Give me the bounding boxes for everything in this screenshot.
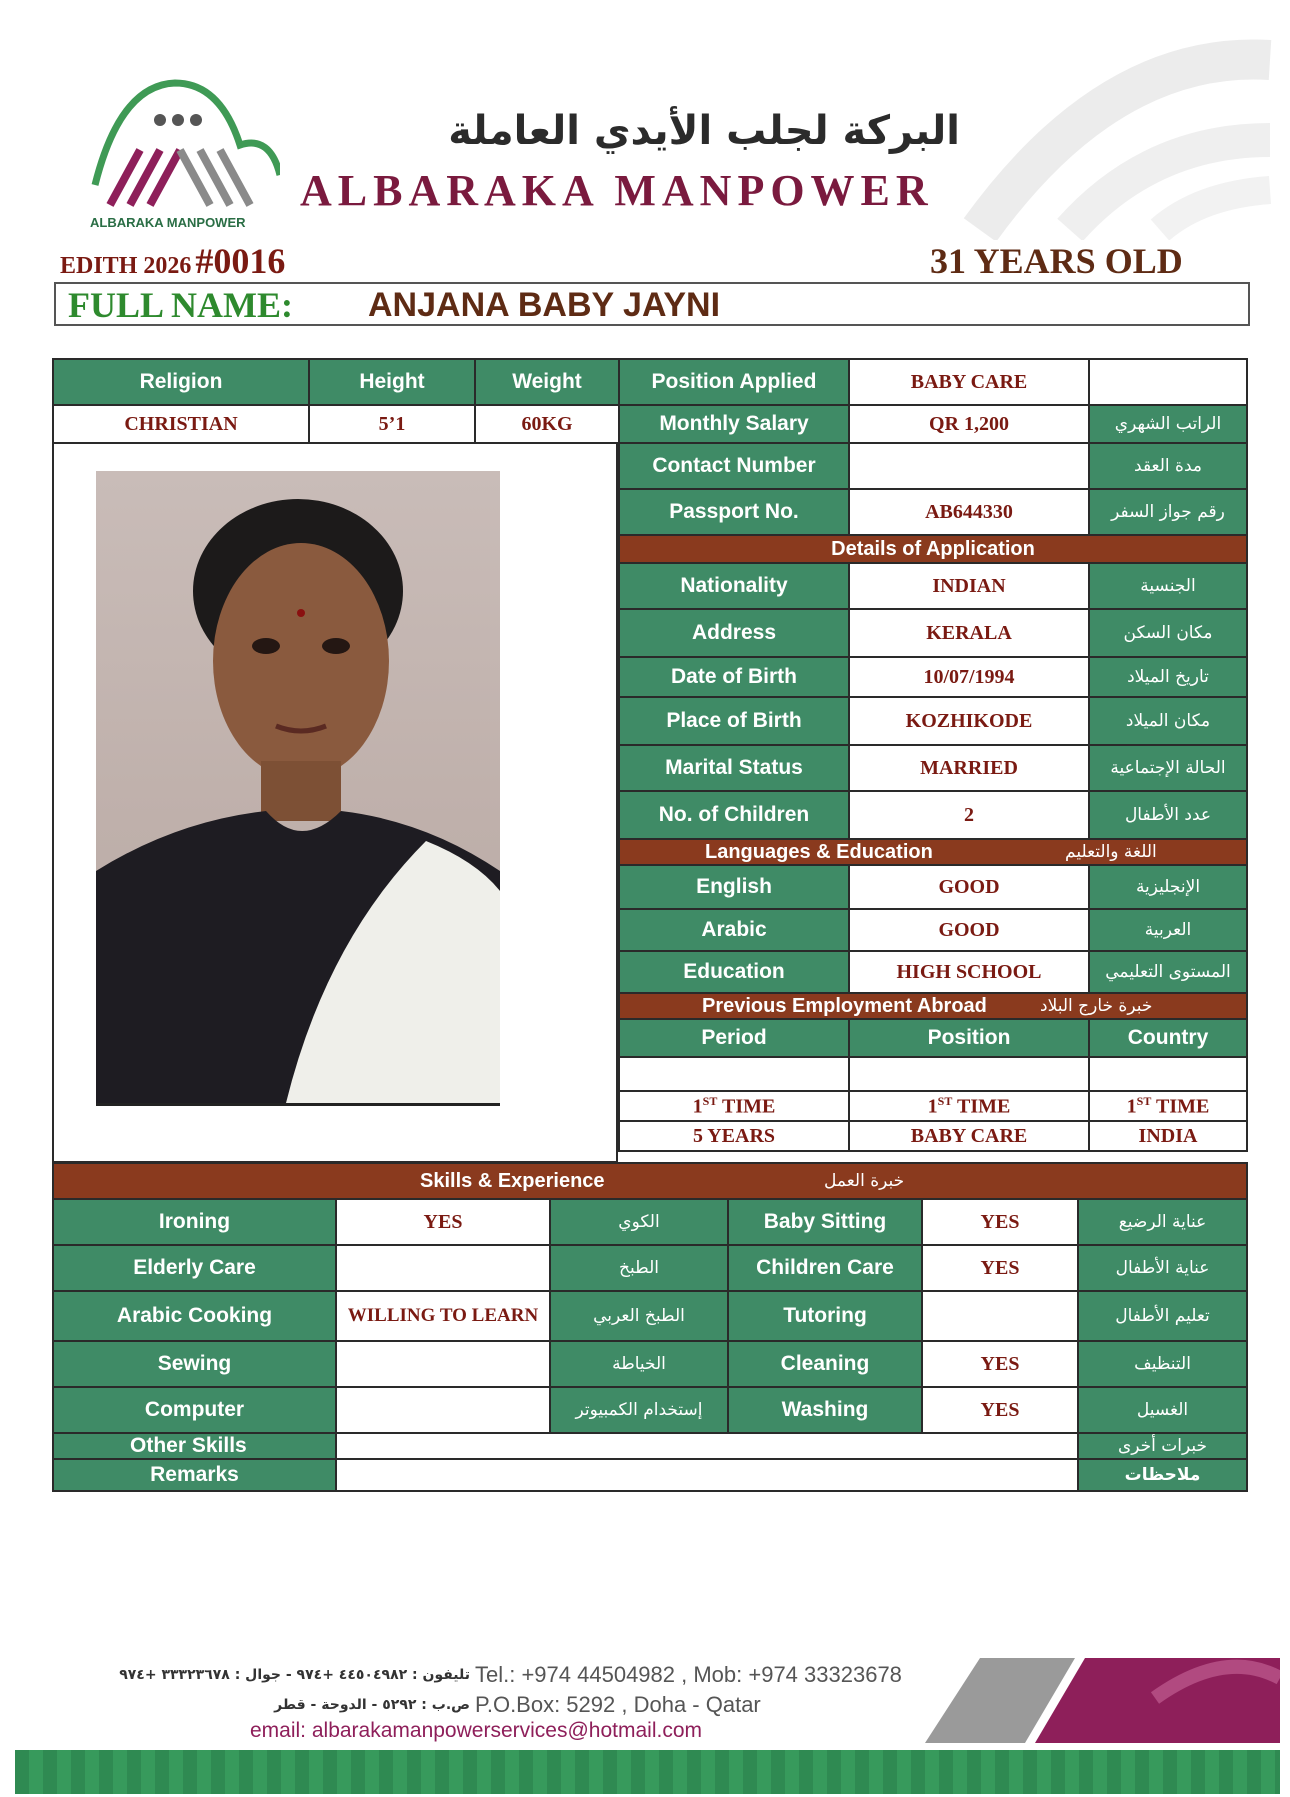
full-name-box [54, 282, 1250, 326]
footer-pobox: P.O.Box: 5292 , Doha - Qatar [475, 1692, 761, 1717]
record-prefix: EDITH 2026 [60, 253, 192, 279]
salary-label: Monthly Salary [619, 405, 849, 443]
other-skills-value [336, 1433, 1078, 1459]
passport-ar: رقم جواز السفر [1089, 489, 1247, 535]
blank-cell [619, 1057, 849, 1091]
passport-value: AB644330 [849, 489, 1089, 535]
details-ar: الحالة الإجتماعية [1089, 745, 1247, 791]
skill-ar: الخياطة [550, 1341, 728, 1387]
time-number: 1 [1126, 1095, 1137, 1118]
skill-label: Computer [53, 1387, 336, 1433]
position-label: Position Applied [619, 359, 849, 405]
skill-label: Baby Sitting [728, 1199, 922, 1245]
details-label: Date of Birth [619, 657, 849, 697]
details-ar: مكان السكن [1089, 609, 1247, 657]
language-value: GOOD [849, 909, 1089, 951]
time-suffix: TIME [1151, 1095, 1210, 1118]
skill-ar: تعليم الأطفال [1078, 1291, 1247, 1341]
blank-cell [1089, 1057, 1247, 1091]
contact-ar: مدة العقد [1089, 443, 1247, 489]
details-value: 10/07/1994 [849, 657, 1089, 697]
skills-title: Skills & Experience [420, 1170, 605, 1192]
time-sup: ST [702, 1093, 718, 1108]
languages-title: Languages & Education [705, 841, 933, 863]
education-ar: المستوى التعليمي [1089, 951, 1247, 993]
position-header: Position [849, 1019, 1089, 1057]
language-ar: الإنجليزية [1089, 865, 1247, 909]
logo-caption: ALBARAKA MANPOWER [90, 215, 246, 230]
period-value: 5 YEARS [619, 1121, 849, 1151]
cv-page [10, 0, 1280, 1797]
other-skills-label: Other Skills [53, 1433, 336, 1459]
photo-area [52, 444, 618, 1163]
skill-label: Tutoring [728, 1291, 922, 1341]
time-suffix: TIME [717, 1095, 776, 1118]
time-cell [1089, 1091, 1247, 1121]
time-cell [849, 1091, 1089, 1121]
details-ar: الجنسية [1089, 563, 1247, 609]
time-sup: ST [937, 1093, 953, 1108]
employment-title-ar: خبرة خارج البلاد [1040, 996, 1153, 1016]
skill-value [336, 1245, 550, 1291]
details-label: Place of Birth [619, 697, 849, 745]
skill-ar: عناية الرضيع [1078, 1199, 1247, 1245]
period-header: Period [619, 1019, 849, 1057]
portrait-silhouette-icon [96, 471, 500, 1103]
applicant-photo [96, 471, 500, 1106]
details-label: Marital Status [619, 745, 849, 791]
time-number: 1 [692, 1095, 703, 1118]
details-ar: عدد الأطفال [1089, 791, 1247, 839]
footer-pobox-arabic: ص.ب : ٥٢٩٢ - الدوحة - قطر [274, 1697, 470, 1713]
salary-value: QR 1,200 [849, 405, 1089, 443]
time-number: 1 [927, 1095, 938, 1118]
education-label: Education [619, 951, 849, 993]
details-label: No. of Children [619, 791, 849, 839]
country-value: INDIA [1089, 1121, 1247, 1151]
skill-label: Children Care [728, 1245, 922, 1291]
company-logo-icon [80, 75, 280, 225]
basic-info-table [52, 358, 620, 444]
skill-ar: الطبخ العربي [550, 1291, 728, 1341]
footer-email: email: albarakamanpowerservices@hotmail.com [250, 1719, 702, 1742]
language-label: Arabic [619, 909, 849, 951]
details-ar: مكان الميلاد [1089, 697, 1247, 745]
remarks-label: Remarks [53, 1459, 336, 1491]
details-label: Nationality [619, 563, 849, 609]
skill-value: WILLING TO LEARN [336, 1291, 550, 1341]
skill-value [336, 1387, 550, 1433]
remarks-value [336, 1459, 1078, 1491]
skill-label: Washing [728, 1387, 922, 1433]
footer-decoration [925, 1658, 1280, 1743]
height-label: Height [309, 359, 475, 405]
position-value: BABY CARE [849, 359, 1089, 405]
skill-label: Arabic Cooking [53, 1291, 336, 1341]
skill-value [922, 1291, 1078, 1341]
language-label: English [619, 865, 849, 909]
skill-value: YES [336, 1199, 550, 1245]
skill-value: YES [922, 1387, 1078, 1433]
skill-value [336, 1341, 550, 1387]
religion-label: Religion [53, 359, 309, 405]
skill-ar: إستخدام الكمبيوتر [550, 1387, 728, 1433]
height-value: 5’1 [309, 405, 475, 443]
skill-ar: الكوي [550, 1199, 728, 1245]
footer-phone: Tel.: +974 44504982 , Mob: +974 33323678 [475, 1662, 902, 1687]
time-sup: ST [1136, 1093, 1152, 1108]
company-name-english: ALBARAKA MANPOWER [300, 166, 934, 215]
time-suffix: TIME [952, 1095, 1011, 1118]
skill-value: YES [922, 1199, 1078, 1245]
languages-title-ar: اللغة والتعليم [1065, 842, 1157, 862]
footer-phone-arabic: تليفون : ٤٤٥٠٤٩٨٢ +٩٧٤ - جوال : ٣٣٣٢٣٦٧٨ +٩٧٤ [119, 1667, 470, 1683]
details-ar: تاريخ الميلاد [1089, 657, 1247, 697]
details-label: Address [619, 609, 849, 657]
details-value: MARRIED [849, 745, 1089, 791]
time-cell [619, 1091, 849, 1121]
age: 31 YEARS OLD [930, 241, 1183, 281]
details-value: KERALA [849, 609, 1089, 657]
footer-green-band [15, 1750, 1280, 1794]
employment-title: Previous Employment Abroad [702, 995, 987, 1017]
details-value: 2 [849, 791, 1089, 839]
full-name-value: ANJANA BABY JAYNI [368, 286, 721, 324]
remarks-ar: ملاحظات [1078, 1459, 1247, 1491]
record-number: #0016 [195, 241, 286, 281]
other-skills-ar: خبرات أخرى [1078, 1433, 1247, 1459]
skill-value: YES [922, 1245, 1078, 1291]
language-ar: العربية [1089, 909, 1247, 951]
religion-value: CHRISTIAN [53, 405, 309, 443]
skill-value: YES [922, 1341, 1078, 1387]
skill-ar: الغسيل [1078, 1387, 1247, 1433]
blank-cell [849, 1057, 1089, 1091]
passport-label: Passport No. [619, 489, 849, 535]
skills-table [52, 1162, 1248, 1492]
record-id [60, 240, 285, 282]
salary-ar: الراتب الشهري [1089, 405, 1247, 443]
education-value: HIGH SCHOOL [849, 951, 1089, 993]
weight-value: 60KG [475, 405, 619, 443]
employment-position-value: BABY CARE [849, 1121, 1089, 1151]
languages-title-row [619, 839, 1247, 865]
skill-label: Ironing [53, 1199, 336, 1245]
contact-value [849, 443, 1089, 489]
details-value: KOZHIKODE [849, 697, 1089, 745]
weight-label: Weight [475, 359, 619, 405]
skill-label: Sewing [53, 1341, 336, 1387]
language-value: GOOD [849, 865, 1089, 909]
skills-title-row [53, 1163, 1247, 1199]
country-header: Country [1089, 1019, 1247, 1057]
details-title: Details of Application [619, 535, 1247, 563]
contact-label: Contact Number [619, 443, 849, 489]
skill-label: Cleaning [728, 1341, 922, 1387]
company-name-arabic: البركة لجلب الأيدي العاملة [448, 108, 960, 154]
position-ar-cell [1089, 359, 1247, 405]
skills-title-ar: خبرة العمل [824, 1171, 905, 1191]
full-name-label: FULL NAME: [68, 285, 293, 325]
skill-ar: الطبخ [550, 1245, 728, 1291]
skill-ar: التنظيف [1078, 1341, 1247, 1387]
skill-ar: عناية الأطفال [1078, 1245, 1247, 1291]
application-table [618, 358, 1248, 1152]
employment-title-row [619, 993, 1247, 1019]
decorative-arcs [960, 30, 1280, 240]
skill-label: Elderly Care [53, 1245, 336, 1291]
details-value: INDIAN [849, 563, 1089, 609]
